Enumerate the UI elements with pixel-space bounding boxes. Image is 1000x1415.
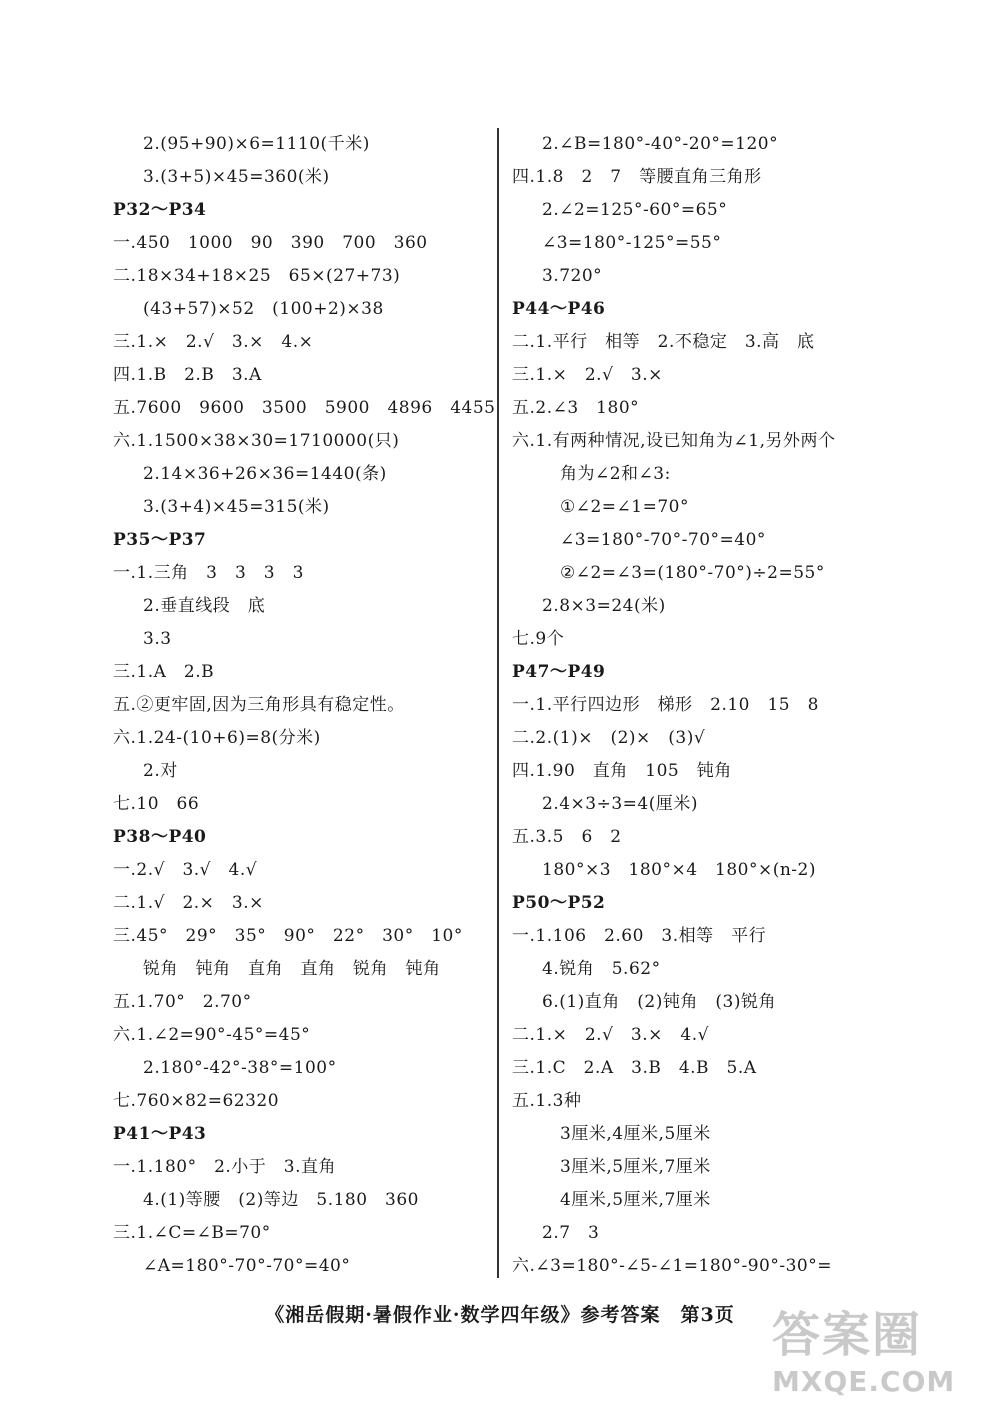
answer-line: 三.1.× 2.√ 3.× 4.× <box>113 332 314 352</box>
answer-line: 六.1.∠2=90°-45°=45° <box>113 1025 311 1045</box>
answer-line: 五.2.∠3 180° <box>512 398 640 418</box>
answer-line: 180°×3 180°×4 180°×(n-2) <box>542 860 816 880</box>
answer-line: 6.(1)直角 (2)钝角 (3)锐角 <box>542 992 776 1012</box>
answer-line: 六.1.1500×38×30=1710000(只) <box>113 431 400 451</box>
site-watermark <box>772 1296 982 1401</box>
answer-line: 二.2.(1)× (2)× (3)√ <box>512 728 706 748</box>
answer-line: 4.(1)等腰 (2)等边 5.180 360 <box>143 1190 419 1210</box>
answer-line: 2.(95+90)×6=1110(千米) <box>143 134 370 154</box>
answer-line: 六.1.有两种情况,设已知角为∠1,另外两个 <box>512 431 836 451</box>
answer-line: 二.1.× 2.√ 3.× 4.√ <box>512 1025 709 1045</box>
answer-line: 2.∠B=180°-40°-20°=120° <box>542 134 779 154</box>
answer-line: 三.1.∠C=∠B=70° <box>113 1223 271 1243</box>
page-footer: 《湘岳假期·暑假作业·数学四年级》参考答案 第3页 <box>265 1304 735 1326</box>
answer-line: 一.1.180° 2.小于 3.直角 <box>113 1157 337 1177</box>
answer-line: ②∠2=∠3=(180°-70°)÷2=55° <box>560 563 825 583</box>
answer-line: 七.9个 <box>512 629 565 649</box>
page-range-heading: P32～P34 <box>113 200 207 220</box>
answer-line: 五.7600 9600 3500 5900 4896 4455 <box>113 398 496 418</box>
answer-line: 一.1.三角 3 3 3 3 <box>113 563 304 583</box>
answer-line: 4厘米,5厘米,7厘米 <box>560 1190 711 1210</box>
answer-line: 2.8×3=24(米) <box>542 596 666 616</box>
left-answer-column <box>113 128 553 1283</box>
answer-line: 一.450 1000 90 390 700 360 <box>113 233 428 253</box>
answer-line: 二.1.√ 2.× 3.× <box>113 893 264 913</box>
answer-line: 2.180°-42°-38°=100° <box>143 1058 337 1078</box>
answer-line: 3.3 <box>143 629 172 649</box>
page-range-heading: P44～P46 <box>512 299 606 319</box>
answer-line: 五.3.5 6 2 <box>512 827 622 847</box>
answer-line: 3.(3+4)×45=315(米) <box>143 497 330 517</box>
answer-line: 三.1.C 2.A 3.B 4.B 5.A <box>512 1058 757 1078</box>
answer-line: (43+57)×52 (100+2)×38 <box>143 299 384 319</box>
answer-line: 3厘米,4厘米,5厘米 <box>560 1124 711 1144</box>
answer-line: 锐角 钝角 直角 直角 锐角 钝角 <box>143 959 441 979</box>
page-range-heading: P47～P49 <box>512 662 606 682</box>
answer-line: 五.②更牢固,因为三角形具有稳定性。 <box>113 695 405 715</box>
answer-line: 三.1.A 2.B <box>113 662 215 682</box>
watermark-url: MXQE.COM <box>772 1365 956 1398</box>
answer-line: 3.(3+5)×45=360(米) <box>143 167 330 187</box>
answer-line: 七.10 66 <box>113 794 200 814</box>
answer-line: 2.14×36+26×36=1440(条) <box>143 464 387 484</box>
answer-line: ∠3=180°-125°=55° <box>542 233 722 253</box>
answer-line: 三.1.× 2.√ 3.× <box>512 365 663 385</box>
page-range-heading: P41～P43 <box>113 1124 207 1144</box>
column-divider <box>497 128 499 1278</box>
answer-line: 五.1.70° 2.70° <box>113 992 252 1012</box>
answer-line: 二.18×34+18×25 65×(27+73) <box>113 266 401 286</box>
answer-line: 2.4×3÷3=4(厘米) <box>542 794 698 814</box>
answer-line: 一.1.平行四边形 梯形 2.10 15 8 <box>512 695 819 715</box>
answer-line: ①∠2=∠1=70° <box>560 497 689 517</box>
answer-line: 六.∠3=180°-∠5-∠1=180°-90°-30°= <box>512 1256 832 1276</box>
answer-line: 三.45° 29° 35° 90° 22° 30° 10° <box>113 926 463 946</box>
answer-line: 4.锐角 5.62° <box>542 959 661 979</box>
answer-line: ∠3=180°-70°-70°=40° <box>560 530 766 550</box>
answer-line: 2.垂直线段 底 <box>143 596 266 616</box>
answer-line: 四.1.B 2.B 3.A <box>113 365 262 385</box>
watermark-logo-text: 答案圈 <box>772 1307 923 1363</box>
page-range-heading: P50～P52 <box>512 893 606 913</box>
answer-line: 2.对 <box>143 761 178 781</box>
answer-line: 一.2.√ 3.√ 4.√ <box>113 860 258 880</box>
answer-line: 一.1.106 2.60 3.相等 平行 <box>512 926 767 946</box>
page-range-heading: P35～P37 <box>113 530 207 550</box>
answer-line: 七.760×82=62320 <box>113 1091 280 1111</box>
answer-line: ∠A=180°-70°-70°=40° <box>143 1256 351 1276</box>
answer-line: 3厘米,5厘米,7厘米 <box>560 1157 711 1177</box>
page-range-heading: P38～P40 <box>113 827 207 847</box>
answer-line: 2.7 3 <box>542 1223 600 1243</box>
answer-line: 2.∠2=125°-60°=65° <box>542 200 728 220</box>
right-answer-column <box>512 128 952 1283</box>
answer-line: 六.1.24-(10+6)=8(分米) <box>113 728 321 748</box>
answer-line: 3.720° <box>542 266 603 286</box>
answer-line: 四.1.8 2 7 等腰直角三角形 <box>512 167 762 187</box>
answer-line: 五.1.3种 <box>512 1091 582 1111</box>
answer-line: 二.1.平行 相等 2.不稳定 3.高 底 <box>512 332 815 352</box>
answer-line: 角为∠2和∠3: <box>560 464 671 484</box>
answer-line: 四.1.90 直角 105 钝角 <box>512 761 732 781</box>
